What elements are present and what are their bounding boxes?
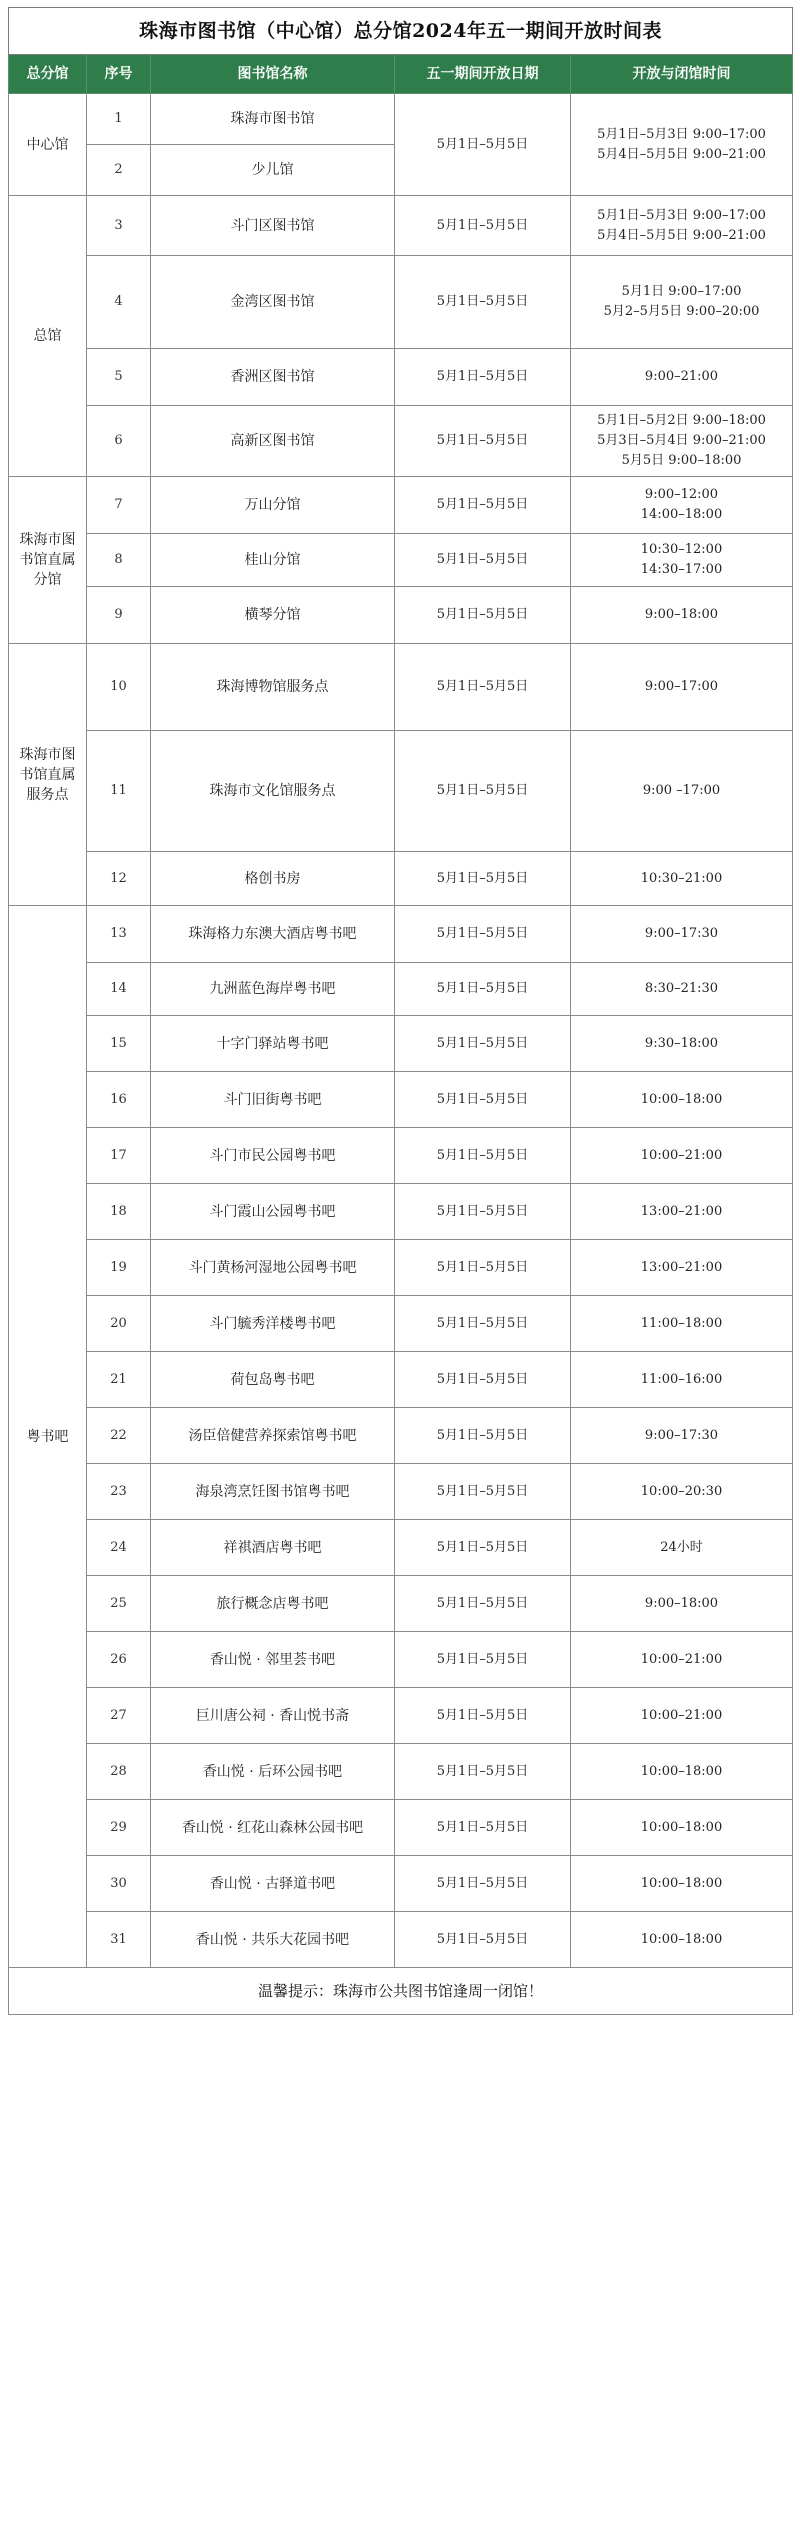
open-dates: 5月1日–5月5日: [395, 1688, 571, 1744]
footer-note: 温馨提示：珠海市公共图书馆逢周一闭馆！: [9, 1968, 793, 2015]
library-name: 汤臣倍健营养探索馆粤书吧: [151, 1408, 395, 1464]
library-name: 斗门区图书馆: [151, 196, 395, 256]
open-hours: 9:00–17:00: [571, 644, 793, 731]
open-dates: 5月1日–5月5日: [395, 644, 571, 731]
row-number: 21: [87, 1352, 151, 1408]
open-hours: 9:00–18:00: [571, 1576, 793, 1632]
open-hours: 5月1日–5月2日 9:00–18:00 5月3日–5月4日 9:00–21:00 5月5日 9:00–18:00: [571, 406, 793, 477]
library-name: 珠海格力东澳大酒店粤书吧: [151, 906, 395, 963]
group-cell-branch: 珠海市图书馆直属分馆: [9, 477, 87, 644]
open-hours: 10:30–21:00: [571, 852, 793, 906]
open-hours: 10:00–18:00: [571, 1800, 793, 1856]
library-name: 高新区图书馆: [151, 406, 395, 477]
row-number: 22: [87, 1408, 151, 1464]
library-name: 香山悦 · 古驿道书吧: [151, 1856, 395, 1912]
open-hours: 24小时: [571, 1520, 793, 1576]
library-name: 珠海市图书馆: [151, 94, 395, 145]
open-hours: 13:00–21:00: [571, 1240, 793, 1296]
open-hours: 9:00–17:30: [571, 1408, 793, 1464]
row-number: 5: [87, 349, 151, 406]
library-name: 香山悦 · 邻里荟书吧: [151, 1632, 395, 1688]
open-hours: 10:00–18:00: [571, 1744, 793, 1800]
table-row: [9, 1856, 793, 1912]
open-hours: 9:00–17:30: [571, 906, 793, 963]
row-number: 24: [87, 1520, 151, 1576]
row-number: 19: [87, 1240, 151, 1296]
open-hours: 10:30–12:00 14:30–17:00: [571, 534, 793, 587]
open-dates: 5月1日–5月5日: [395, 1744, 571, 1800]
row-number: 2: [87, 145, 151, 196]
table-row: [9, 406, 793, 477]
open-hours: 5月1日–5月3日 9:00–17:00 5月4日–5月5日 9:00–21:00: [571, 196, 793, 256]
open-hours: 10:00–18:00: [571, 1072, 793, 1128]
table-row: [9, 1184, 793, 1240]
row-number: 10: [87, 644, 151, 731]
group-cell-center: 中心馆: [9, 94, 87, 196]
row-number: 17: [87, 1128, 151, 1184]
open-hours: 9:00–12:00 14:00–18:00: [571, 477, 793, 534]
table-row: [9, 534, 793, 587]
table-row: [9, 1744, 793, 1800]
table-row: [9, 1296, 793, 1352]
row-number: 1: [87, 94, 151, 145]
library-name: 桂山分馆: [151, 534, 395, 587]
schedule-sheet: [8, 7, 792, 2015]
row-number: 3: [87, 196, 151, 256]
table-row: [9, 1240, 793, 1296]
row-number: 26: [87, 1632, 151, 1688]
open-dates: 5月1日–5月5日: [395, 94, 571, 196]
group-cell-main: 总馆: [9, 196, 87, 477]
row-number: 15: [87, 1016, 151, 1072]
row-number: 29: [87, 1800, 151, 1856]
library-name: 巨川唐公祠 · 香山悦书斋: [151, 1688, 395, 1744]
library-name: 香山悦 · 共乐大花园书吧: [151, 1912, 395, 1968]
row-number: 27: [87, 1688, 151, 1744]
open-hours: 10:00–20:30: [571, 1464, 793, 1520]
open-dates: 5月1日–5月5日: [395, 1128, 571, 1184]
open-hours: 10:00–18:00: [571, 1856, 793, 1912]
open-hours: 10:00–21:00: [571, 1632, 793, 1688]
library-name: 斗门旧街粤书吧: [151, 1072, 395, 1128]
row-number: 14: [87, 963, 151, 1016]
library-name: 斗门黄杨河湿地公园粤书吧: [151, 1240, 395, 1296]
open-dates: 5月1日–5月5日: [395, 196, 571, 256]
open-dates: 5月1日–5月5日: [395, 1296, 571, 1352]
library-name: 香山悦 · 后环公园书吧: [151, 1744, 395, 1800]
row-number: 25: [87, 1576, 151, 1632]
library-name: 珠海博物馆服务点: [151, 644, 395, 731]
table-row: [9, 1464, 793, 1520]
open-dates: 5月1日–5月5日: [395, 852, 571, 906]
row-number: 6: [87, 406, 151, 477]
library-name: 九洲蓝色海岸粤书吧: [151, 963, 395, 1016]
library-name: 十字门驿站粤书吧: [151, 1016, 395, 1072]
open-hours: 8:30–21:30: [571, 963, 793, 1016]
open-dates: 5月1日–5月5日: [395, 534, 571, 587]
row-number: 28: [87, 1744, 151, 1800]
table-row: [9, 256, 793, 349]
header-date: 五一期间开放日期: [395, 55, 571, 94]
open-dates: 5月1日–5月5日: [395, 256, 571, 349]
row-number: 31: [87, 1912, 151, 1968]
row-number: 8: [87, 534, 151, 587]
table-row: [9, 94, 793, 145]
open-dates: 5月1日–5月5日: [395, 1800, 571, 1856]
open-hours: 9:00–21:00: [571, 349, 793, 406]
row-number: 23: [87, 1464, 151, 1520]
table-row: [9, 1408, 793, 1464]
row-number: 11: [87, 731, 151, 852]
header-row: [9, 55, 793, 94]
row-number: 16: [87, 1072, 151, 1128]
table-row: [9, 731, 793, 852]
open-dates: 5月1日–5月5日: [395, 406, 571, 477]
table-row: [9, 587, 793, 644]
opening-hours-table: [8, 7, 793, 2015]
open-dates: 5月1日–5月5日: [395, 1464, 571, 1520]
library-name: 斗门毓秀洋楼粤书吧: [151, 1296, 395, 1352]
table-row: [9, 1128, 793, 1184]
open-hours: 5月1日 9:00–17:00 5月2–5月5日 9:00–20:00: [571, 256, 793, 349]
header-name: 图书馆名称: [151, 55, 395, 94]
library-name: 香洲区图书馆: [151, 349, 395, 406]
open-dates: 5月1日–5月5日: [395, 1352, 571, 1408]
library-name: 格创书房: [151, 852, 395, 906]
open-dates: 5月1日–5月5日: [395, 1856, 571, 1912]
table-row: [9, 644, 793, 731]
table-row: [9, 963, 793, 1016]
open-hours: 10:00–18:00: [571, 1912, 793, 1968]
library-name: 海泉湾烹饪图书馆粤书吧: [151, 1464, 395, 1520]
group-cell-yue: 粤书吧: [9, 906, 87, 1968]
library-name: 金湾区图书馆: [151, 256, 395, 349]
open-dates: 5月1日–5月5日: [395, 1912, 571, 1968]
group-cell-service: 珠海市图书馆直属服务点: [9, 644, 87, 906]
open-hours: 11:00–16:00: [571, 1352, 793, 1408]
table-row: [9, 196, 793, 256]
library-name: 横琴分馆: [151, 587, 395, 644]
table-row: [9, 477, 793, 534]
library-name: 斗门霞山公园粤书吧: [151, 1184, 395, 1240]
open-dates: 5月1日–5月5日: [395, 906, 571, 963]
header-group: 总分馆: [9, 55, 87, 94]
page-title: 珠海市图书馆（中心馆）总分馆2024年五一期间开放时间表: [9, 8, 793, 55]
table-row: [9, 1688, 793, 1744]
open-hours: 9:30–18:00: [571, 1016, 793, 1072]
row-number: 13: [87, 906, 151, 963]
open-hours: 9:00–18:00: [571, 587, 793, 644]
open-dates: 5月1日–5月5日: [395, 1072, 571, 1128]
table-row: [9, 1072, 793, 1128]
table-row: [9, 1016, 793, 1072]
open-dates: 5月1日–5月5日: [395, 1576, 571, 1632]
open-dates: 5月1日–5月5日: [395, 731, 571, 852]
row-number: 18: [87, 1184, 151, 1240]
open-hours: 11:00–18:00: [571, 1296, 793, 1352]
library-name: 万山分馆: [151, 477, 395, 534]
row-number: 4: [87, 256, 151, 349]
library-name: 旅行概念店粤书吧: [151, 1576, 395, 1632]
open-dates: 5月1日–5月5日: [395, 1240, 571, 1296]
header-num: 序号: [87, 55, 151, 94]
table-row: [9, 906, 793, 963]
open-hours: 5月1日–5月3日 9:00–17:00 5月4日–5月5日 9:00–21:00: [571, 94, 793, 196]
row-number: 20: [87, 1296, 151, 1352]
open-hours: 9:00 –17:00: [571, 731, 793, 852]
row-number: 12: [87, 852, 151, 906]
row-number: 9: [87, 587, 151, 644]
table-row: [9, 1800, 793, 1856]
open-dates: 5月1日–5月5日: [395, 963, 571, 1016]
header-hours: 开放与闭馆时间: [571, 55, 793, 94]
table-row: [9, 1520, 793, 1576]
library-name: 祥祺酒店粤书吧: [151, 1520, 395, 1576]
library-name: 斗门市民公园粤书吧: [151, 1128, 395, 1184]
table-row: [9, 1912, 793, 1968]
open-dates: 5月1日–5月5日: [395, 587, 571, 644]
table-row: [9, 1632, 793, 1688]
row-number: 7: [87, 477, 151, 534]
table-row: [9, 1576, 793, 1632]
open-hours: 10:00–21:00: [571, 1128, 793, 1184]
library-name: 香山悦 · 红花山森林公园书吧: [151, 1800, 395, 1856]
table-row: [9, 349, 793, 406]
library-name: 珠海市文化馆服务点: [151, 731, 395, 852]
open-dates: 5月1日–5月5日: [395, 477, 571, 534]
table-row: [9, 852, 793, 906]
open-dates: 5月1日–5月5日: [395, 349, 571, 406]
library-name: 荷包岛粤书吧: [151, 1352, 395, 1408]
open-dates: 5月1日–5月5日: [395, 1184, 571, 1240]
table-row: [9, 1352, 793, 1408]
open-dates: 5月1日–5月5日: [395, 1520, 571, 1576]
open-hours: 10:00–21:00: [571, 1688, 793, 1744]
library-name: 少儿馆: [151, 145, 395, 196]
open-hours: 13:00–21:00: [571, 1184, 793, 1240]
open-dates: 5月1日–5月5日: [395, 1632, 571, 1688]
row-number: 30: [87, 1856, 151, 1912]
footer-row: [9, 1968, 793, 2015]
open-dates: 5月1日–5月5日: [395, 1408, 571, 1464]
open-dates: 5月1日–5月5日: [395, 1016, 571, 1072]
